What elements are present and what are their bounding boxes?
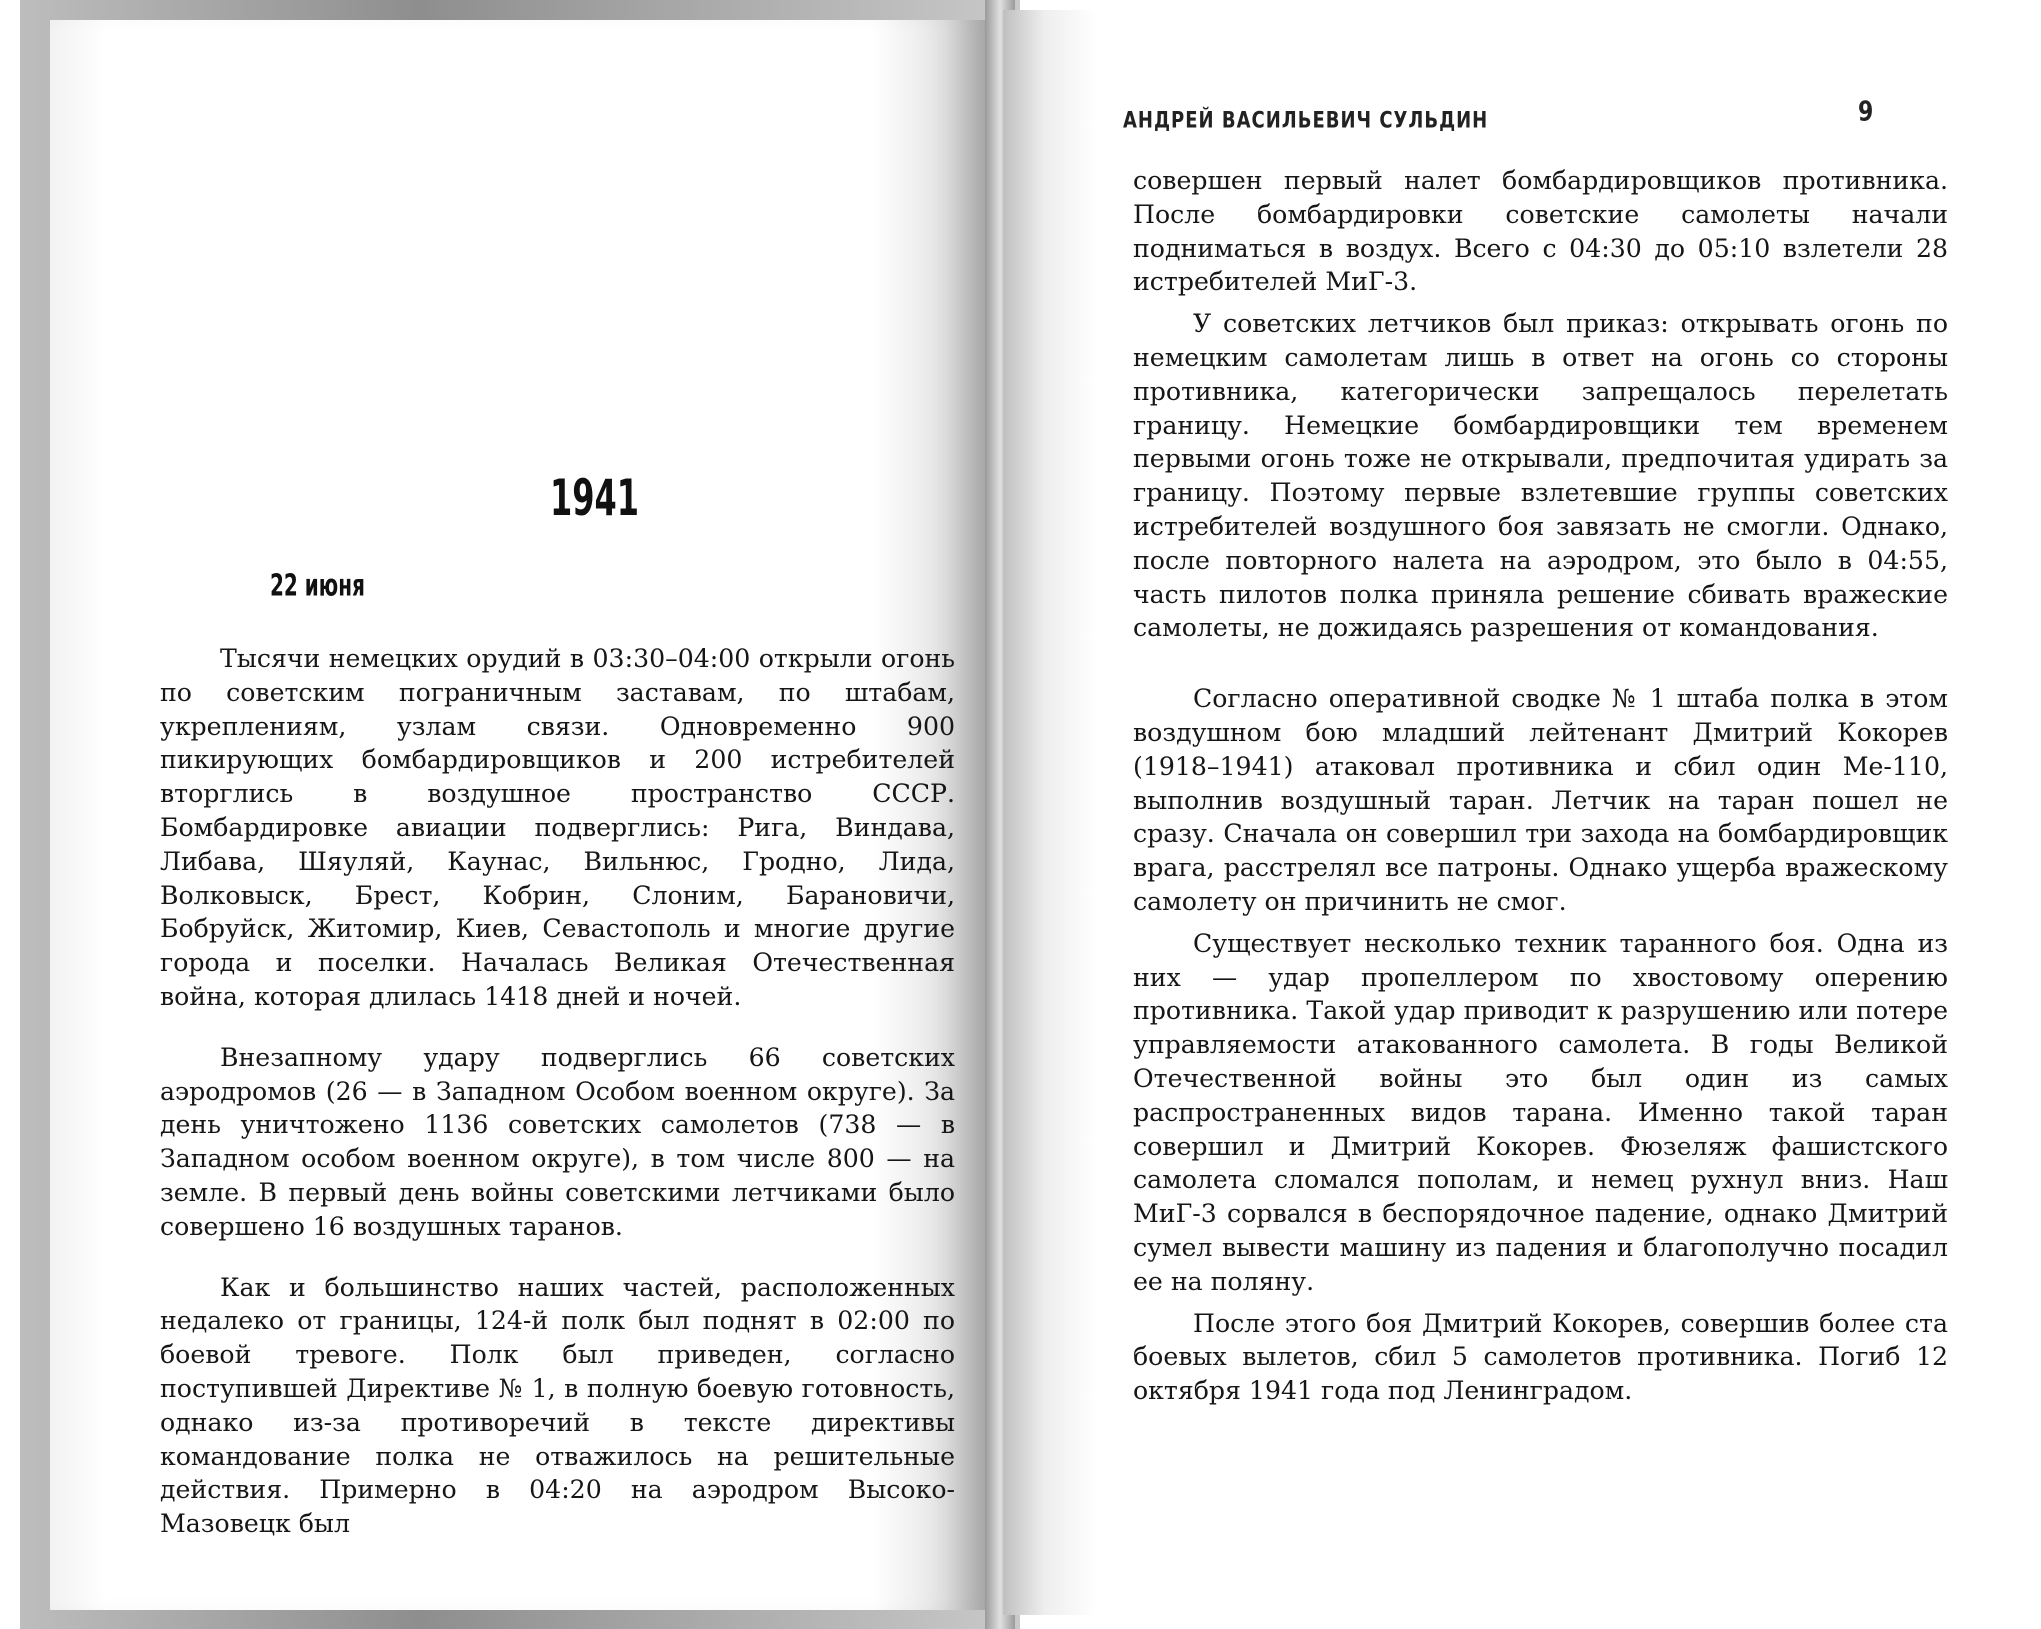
paragraph: Существует несколько техник таранного боя. Одна из них — удар пропеллером по хвостовому оперению противника. Такой удар приводит к разрушению или потере управляемости атакованного самолета. В годы Великой Отечественной войны это был один из самых распространенных видов тарана. Именно такой таран совершил и Дмитрий Кокорев. Фюзеляж фашистского самолета сломался пополам, и немец рухнул вниз. Наш МиГ-3 сорвался в беспорядочное падение, однако Дмитрий сумел вывести машину из падения и благополучно посадил ее на поляну. xyxy=(1133,928,1948,1296)
right-page xyxy=(1003,10,2041,1615)
section-date: 22 июня xyxy=(270,568,365,603)
left-page-body xyxy=(160,642,955,1541)
running-head: АНДРЕЙ ВАСИЛЬЕВИЧ СУЛЬДИН xyxy=(1123,107,1489,134)
chapter-year: 1941 xyxy=(550,470,640,528)
paragraph: совершен первый налет бомбардировщиков противника. После бомбардировки советские самолеты начали подниматься в воздух. Всего с 04:30 до 05:10 взлетели 28 истребителей МиГ-3. xyxy=(1133,166,1948,297)
paragraph: Как и большинство наших частей, расположенных недалеко от границы, 124-й полк был поднят в 02:00 по боевой тревоге. Полк был приведен, согласно поступившей Директиве № 1, в полную боевую готовность, однако из-за противоречий в тексте директивы командование полка не отважилось на решительные действия. Примерно в 04:20 на аэродром Высоко-Мазовецк был xyxy=(160,1272,955,1539)
page-number: 9 xyxy=(1858,96,1875,129)
paragraph: После этого боя Дмитрий Кокорев, совершив более ста боевых вылетов, сбил 5 самолетов противника. Погиб 12 октября 1941 года под Ленинградом. xyxy=(1133,1308,1948,1406)
right-page-body xyxy=(1133,164,1948,1408)
paragraph: У советских летчиков был приказ: открывать огонь по немецким самолетам лишь в ответ на огонь со стороны противника, категорически запрещалось перелетать границу. Немецкие бомбардировщики тем временем первыми огонь тоже не открывали, предпочитая удирать за границу. Поэтому первые взлетевшие группы советских истребителей воздушного боя завязать не смогли. Однако, после повторного налета на аэродром, это было в 04:55, часть пилотов полка приняла решение сбивать вражеские самолеты, не дожидаясь разрешения от командования. xyxy=(1133,309,1948,643)
paragraph: Внезапному удару подверглись 66 советских аэродромов (26 — в Западном Особом военном округе). За день уничтожено 1136 советских самолетов (738 — в Западном особом военном округе), в том числе 800 — на земле. В первый день войны советскими летчиками было совершено 16 воздушных таранов. xyxy=(160,1042,955,1241)
paragraph: Тысячи немецких орудий в 03:30–04:00 открыли огонь по советским пограничным заставам, по штабам, укреплениям, узлам связи. Одновременно 900 пикирующих бомбардировщиков и 200 истребителей вторглись в воздушное пространство СССР. Бомбардировке авиации подверглись: Рига, Виндава, Либава, Шяуляй, Каунас, Вильнюс, Гродно, Лида, Волковыск, Брест, Кобрин, Слоним, Барановичи, Бобруйск, Житомир, Киев, Севастополь и многие другие города и поселки. Началась Великая Отечественная война, которая длилась 1418 дней и ночей. xyxy=(160,644,955,1011)
paragraph: Согласно оперативной сводке № 1 штаба полка в этом воздушном бою младший лейтенант Дмитрий Кокорев (1918–1941) атаковал противника и сбил один Ме-110, выполнив воздушный таран. Летчик на таран пошел не сразу. Сначала он совершил три захода на бомбардировщик врага, расстрелял все патроны. Однако ущерба вражескому самолету он причинить не смог. xyxy=(1133,684,1948,916)
left-page xyxy=(50,20,985,1610)
